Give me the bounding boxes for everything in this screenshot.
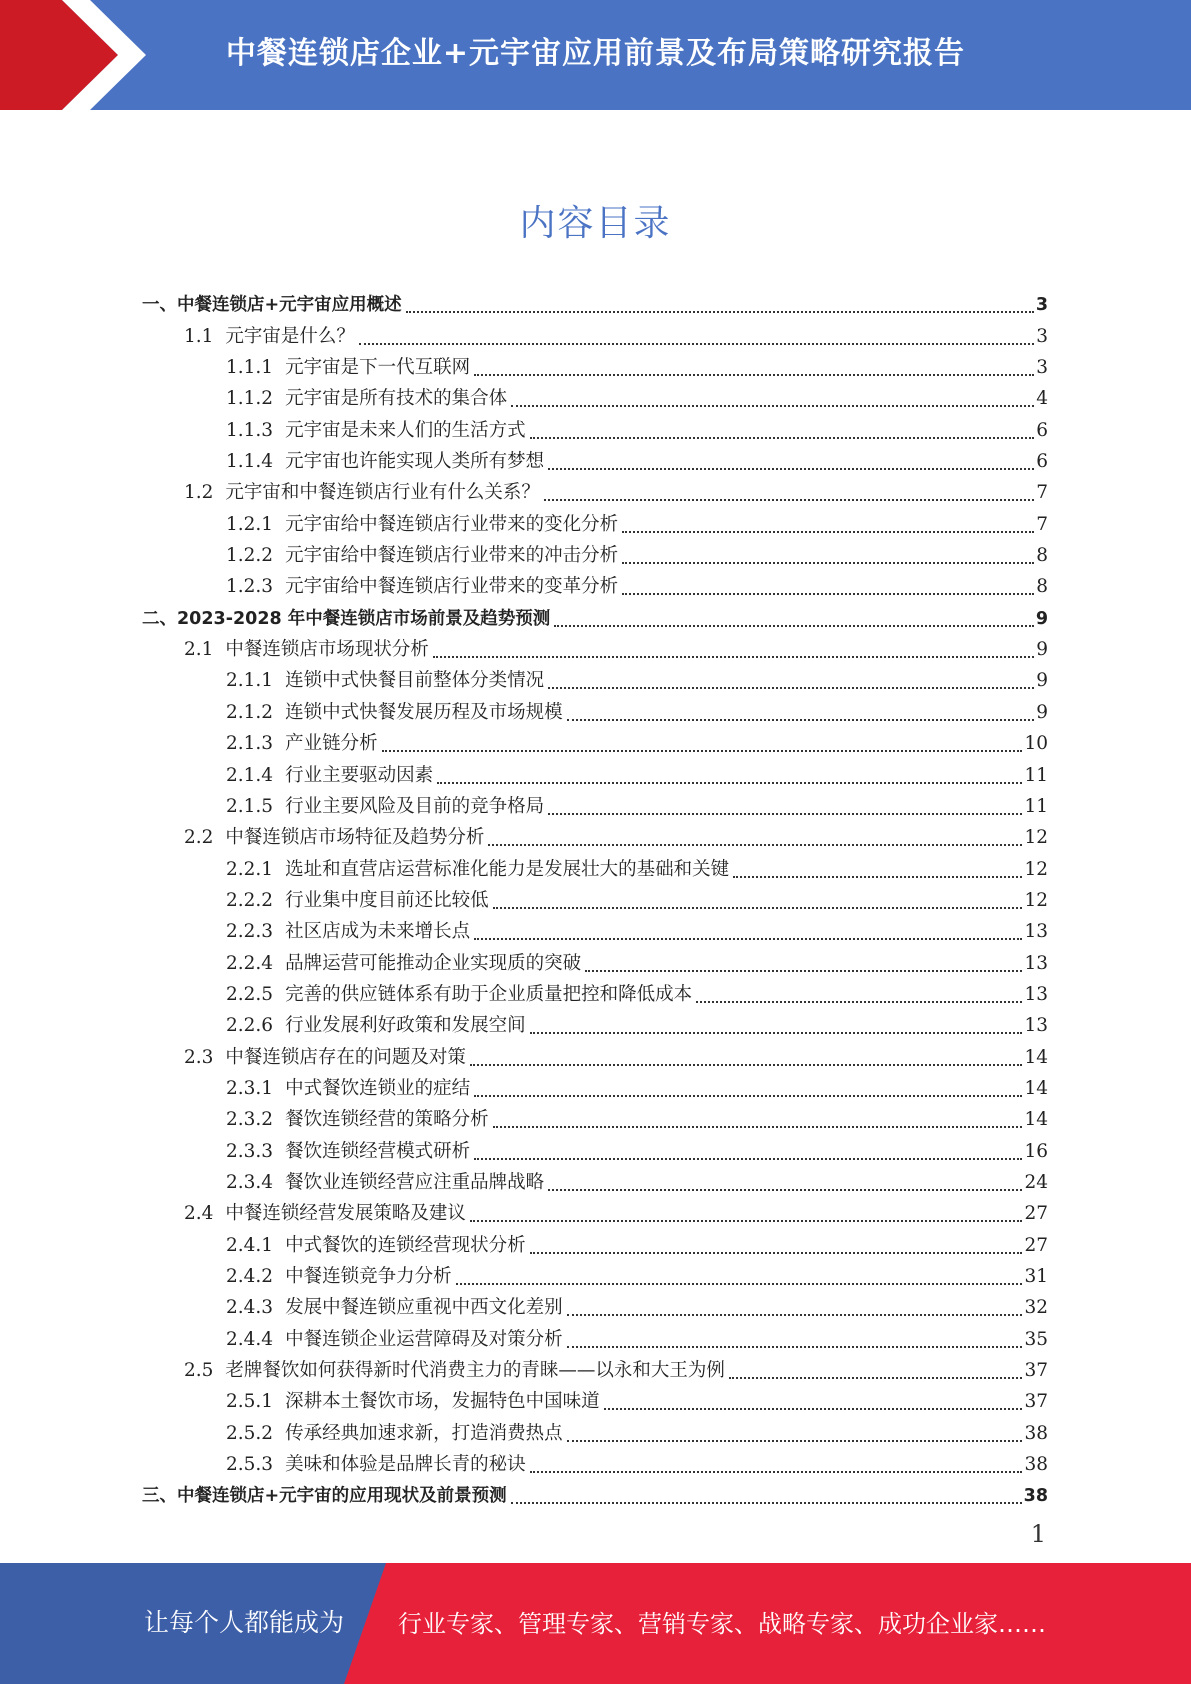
toc-dot-leader bbox=[474, 354, 1034, 376]
toc-dot-leader bbox=[567, 699, 1035, 721]
toc-entry-number: 2.5 bbox=[184, 1360, 214, 1382]
toc-entry-title: 深耕本土餐饮市场，发掘特色中国味道 bbox=[285, 1391, 600, 1413]
toc-dot-leader bbox=[474, 1138, 1022, 1160]
toc-entry-page: 9 bbox=[1036, 701, 1048, 723]
toc-entry-page: 14 bbox=[1024, 1046, 1048, 1068]
toc-entry-title: 元宇宙给中餐连锁店行业带来的冲击分析 bbox=[285, 545, 619, 567]
toc-entry-number: 2.3.2 bbox=[226, 1109, 274, 1131]
toc-entry[interactable] bbox=[142, 568, 1048, 599]
toc-entry-page: 24 bbox=[1024, 1171, 1048, 1193]
toc-entry[interactable] bbox=[142, 1070, 1048, 1101]
toc-entry-number: 1.1.4 bbox=[226, 451, 274, 473]
toc-dot-leader bbox=[382, 730, 1023, 752]
toc-entry-page: 9 bbox=[1036, 670, 1048, 692]
toc-entry[interactable] bbox=[142, 380, 1048, 411]
toc-entry[interactable] bbox=[142, 819, 1048, 850]
toc-entry-title: 中餐连锁经营发展策略及建议 bbox=[225, 1203, 466, 1225]
toc-heading: 内容目录 bbox=[519, 203, 672, 244]
toc-entry[interactable] bbox=[142, 1007, 1048, 1038]
toc-entry-number: 2.1.1 bbox=[226, 670, 274, 692]
toc-entry-number: 2.2.4 bbox=[226, 952, 274, 974]
toc-dot-leader bbox=[511, 1482, 1022, 1504]
toc-entry-title: 连锁中式快餐发展历程及市场规模 bbox=[285, 701, 563, 723]
toc-entry-title: 行业主要驱动因素 bbox=[285, 764, 434, 786]
toc-entry-number: 2.2.3 bbox=[226, 921, 274, 943]
toc-dot-leader bbox=[493, 1106, 1023, 1128]
toc-entry[interactable] bbox=[142, 1352, 1048, 1383]
toc-entry-number: 2.4 bbox=[184, 1203, 214, 1225]
toc-entry-page: 37 bbox=[1024, 1360, 1048, 1382]
toc-entry[interactable] bbox=[142, 1195, 1048, 1226]
toc-dot-leader bbox=[530, 1451, 1023, 1473]
toc-entry-title: 连锁中式快餐目前整体分类情况 bbox=[285, 670, 545, 692]
toc-entry-number: 1.2.1 bbox=[226, 513, 274, 535]
toc-entry-page: 6 bbox=[1036, 451, 1048, 473]
toc-entry-title: 元宇宙是未来人们的生活方式 bbox=[285, 419, 526, 441]
toc-entry-page: 13 bbox=[1024, 921, 1048, 943]
toc-entry-number: 2.3.3 bbox=[226, 1140, 274, 1162]
toc-entry[interactable] bbox=[142, 1132, 1048, 1163]
toc-entry-number: 2.1.2 bbox=[226, 701, 274, 723]
toc-dot-leader bbox=[456, 1263, 1023, 1285]
toc-entry-page: 14 bbox=[1024, 1109, 1048, 1131]
toc-dot-leader bbox=[530, 1012, 1023, 1034]
toc-entry[interactable] bbox=[142, 788, 1048, 819]
toc-dot-leader bbox=[470, 1044, 1023, 1066]
toc-dot-leader bbox=[733, 856, 1022, 878]
toc-entry-title: 行业发展利好政策和发展空间 bbox=[285, 1015, 526, 1037]
toc-entry-title: 传承经典加速求新，打造消费热点 bbox=[285, 1422, 563, 1444]
toc-entry[interactable] bbox=[142, 1038, 1048, 1069]
toc-entry-title: 中餐连锁竞争力分析 bbox=[285, 1266, 452, 1287]
toc-entry[interactable] bbox=[142, 976, 1048, 1007]
toc-entry-title: 社区店成为未来增长点 bbox=[285, 921, 471, 943]
toc-entry-title: 元宇宙是所有技术的集合体 bbox=[285, 388, 508, 410]
toc-entry-number: 1.1.1 bbox=[226, 357, 274, 379]
toc-entry[interactable] bbox=[142, 349, 1048, 380]
toc-entry[interactable] bbox=[142, 1289, 1048, 1320]
toc-entry[interactable] bbox=[142, 317, 1048, 348]
toc-entry[interactable] bbox=[142, 662, 1048, 693]
footer-slogan-right: 行业专家、管理专家、营销专家、战略专家、成功企业家…… bbox=[398, 1610, 1046, 1638]
toc-entry-number: 2.5.3 bbox=[226, 1454, 274, 1476]
toc-dot-leader bbox=[548, 448, 1034, 470]
toc-entry[interactable] bbox=[142, 1101, 1048, 1132]
toc-entry[interactable] bbox=[142, 693, 1048, 724]
toc-dot-leader bbox=[406, 291, 1034, 313]
toc-entry[interactable] bbox=[142, 411, 1048, 442]
toc-entry[interactable] bbox=[142, 443, 1048, 474]
toc-entry-number: 2.2.1 bbox=[226, 858, 274, 880]
toc-entry-page: 3 bbox=[1036, 357, 1048, 379]
toc-dot-leader bbox=[488, 824, 1022, 846]
toc-entry-number: 1.1 bbox=[184, 325, 214, 347]
toc-entry-title: 中餐连锁店存在的问题及对策 bbox=[225, 1046, 466, 1068]
toc-entry-page: 35 bbox=[1024, 1328, 1048, 1350]
toc-entry[interactable] bbox=[142, 756, 1048, 787]
toc-dot-leader bbox=[493, 887, 1023, 909]
toc-entry-title: 三、中餐连锁店+元宇宙的应用现状及前景预测 bbox=[142, 1486, 507, 1507]
toc-entry-number: 2.2.6 bbox=[226, 1015, 274, 1037]
toc-entry[interactable] bbox=[142, 1414, 1048, 1445]
toc-dot-leader bbox=[548, 667, 1034, 689]
report-title: 中餐连锁店企业+元宇宙应用前景及布局策略研究报告 bbox=[225, 36, 966, 71]
toc-entry-title: 产业链分析 bbox=[285, 733, 378, 755]
toc-entry-page: 8 bbox=[1036, 576, 1048, 598]
toc-entry-page: 13 bbox=[1024, 952, 1048, 974]
footer-slogan-left: 让每个人都能成为 bbox=[144, 1608, 345, 1637]
toc-entry-number: 1.2.2 bbox=[226, 545, 274, 567]
toc-entry-page: 11 bbox=[1024, 764, 1048, 786]
toc-entry[interactable] bbox=[142, 631, 1048, 662]
toc-entry-title: 中餐连锁店市场特征及趋势分析 bbox=[225, 827, 485, 849]
toc-dot-leader bbox=[585, 950, 1022, 972]
toc-entry[interactable] bbox=[142, 599, 1048, 630]
toc-entry[interactable] bbox=[142, 505, 1048, 536]
toc-dot-leader bbox=[548, 1169, 1022, 1191]
toc-entry-title: 二、2023-2028 年中餐连锁店市场前景及趋势预测 bbox=[142, 608, 551, 629]
toc-entry-title: 一、中餐连锁店+元宇宙应用概述 bbox=[142, 295, 402, 316]
toc-dot-leader bbox=[622, 573, 1034, 595]
toc-entry[interactable] bbox=[142, 537, 1048, 568]
toc-dot-leader bbox=[554, 605, 1034, 627]
toc-entry-number: 1.1.2 bbox=[226, 388, 274, 410]
toc-entry-page: 27 bbox=[1024, 1234, 1048, 1256]
toc-dot-leader bbox=[359, 323, 1034, 345]
toc-entry-number: 2.1.4 bbox=[226, 764, 274, 786]
toc-entry-page: 13 bbox=[1024, 983, 1048, 1005]
toc-entry[interactable] bbox=[142, 850, 1048, 881]
toc-entry-title: 中式餐饮的连锁经营现状分析 bbox=[285, 1234, 526, 1256]
toc-entry-title: 元宇宙和中餐连锁店行业有什么关系？ bbox=[225, 482, 540, 504]
toc-entry-number: 2.1.5 bbox=[226, 795, 274, 817]
toc-entry-page: 10 bbox=[1024, 733, 1048, 755]
toc-dot-leader bbox=[567, 1326, 1023, 1348]
toc-entry-page: 7 bbox=[1036, 513, 1048, 535]
toc-dot-leader bbox=[530, 1232, 1023, 1254]
toc-dot-leader bbox=[729, 1357, 1023, 1379]
toc-entry-title: 餐饮业连锁经营应注重品牌战略 bbox=[285, 1171, 545, 1193]
toc-entry-page: 14 bbox=[1024, 1077, 1048, 1099]
toc-entry-title: 发展中餐连锁应重视中西文化差别 bbox=[285, 1297, 563, 1319]
toc-dot-leader bbox=[622, 511, 1034, 533]
toc-entry-page: 8 bbox=[1036, 545, 1048, 567]
toc-entry[interactable] bbox=[142, 1446, 1048, 1477]
toc-entry-title: 中式餐饮连锁业的症结 bbox=[285, 1077, 471, 1099]
toc-entry-title: 行业集中度目前还比较低 bbox=[285, 889, 489, 911]
footer-banner bbox=[0, 1563, 1191, 1684]
toc-dot-leader bbox=[548, 793, 1022, 815]
toc-entry-page: 12 bbox=[1024, 827, 1048, 849]
toc-dot-leader bbox=[567, 1420, 1023, 1442]
toc-entry[interactable] bbox=[142, 725, 1048, 756]
toc-entry-number: 1.1.3 bbox=[226, 419, 274, 441]
toc-entry-number: 2.4.4 bbox=[226, 1328, 274, 1350]
toc-entry-number: 2.2.5 bbox=[226, 983, 274, 1005]
toc-entry-title: 美味和体验是品牌长青的秘诀 bbox=[285, 1454, 526, 1476]
toc-entry-number: 1.2 bbox=[184, 482, 214, 504]
toc-entry-page: 38 bbox=[1024, 1422, 1048, 1444]
toc-entry[interactable] bbox=[142, 913, 1048, 944]
toc-entry-page: 12 bbox=[1024, 858, 1048, 880]
toc-entry-number: 2.2 bbox=[184, 827, 214, 849]
toc-dot-leader bbox=[470, 1200, 1023, 1222]
toc-entry-title: 元宇宙是下一代互联网 bbox=[285, 357, 471, 379]
toc-entry-number: 2.4.3 bbox=[226, 1297, 274, 1319]
toc-entry[interactable] bbox=[142, 286, 1048, 317]
toc-dot-leader bbox=[567, 1294, 1023, 1316]
toc-entry-page: 12 bbox=[1024, 889, 1048, 911]
toc-entry-page: 6 bbox=[1036, 419, 1048, 441]
toc-entry-title: 餐饮连锁经营模式研析 bbox=[285, 1140, 471, 1162]
toc-entry-number: 2.4.2 bbox=[226, 1266, 274, 1287]
toc-dot-leader bbox=[433, 636, 1034, 658]
toc-dot-leader bbox=[604, 1388, 1023, 1410]
header-banner bbox=[0, 0, 1191, 110]
toc-entry-title: 元宇宙是什么？ bbox=[225, 325, 355, 347]
toc-entry-page: 16 bbox=[1024, 1140, 1048, 1162]
toc-dot-leader bbox=[474, 1075, 1022, 1097]
toc-dot-leader bbox=[696, 981, 1022, 1003]
toc-entry-title: 元宇宙也许能实现人类所有梦想 bbox=[285, 451, 545, 473]
toc-entry[interactable] bbox=[142, 1226, 1048, 1257]
toc-entry-page: 38 bbox=[1024, 1454, 1048, 1476]
toc-entry-title: 品牌运营可能推动企业实现质的突破 bbox=[285, 952, 582, 974]
toc-entry[interactable] bbox=[142, 882, 1048, 913]
toc-dot-leader bbox=[544, 479, 1034, 501]
toc-entry-page: 13 bbox=[1024, 1015, 1048, 1037]
toc-entry-page: 37 bbox=[1024, 1391, 1048, 1413]
toc-entry-page: 9 bbox=[1035, 608, 1048, 629]
toc-entry-number: 2.5.2 bbox=[226, 1422, 274, 1444]
toc-entry-page: 7 bbox=[1036, 482, 1048, 504]
toc-entry[interactable] bbox=[142, 474, 1048, 505]
toc-entry-page: 3 bbox=[1036, 325, 1048, 347]
toc-entry-page: 4 bbox=[1036, 388, 1048, 410]
table-of-contents bbox=[142, 286, 1048, 1508]
toc-entry[interactable] bbox=[142, 944, 1048, 975]
toc-entry-page: 3 bbox=[1035, 295, 1048, 316]
toc-entry-number: 1.2.3 bbox=[226, 576, 274, 598]
toc-dot-leader bbox=[437, 762, 1022, 784]
toc-dot-leader bbox=[511, 385, 1034, 407]
toc-entry-title: 餐饮连锁经营的策略分析 bbox=[285, 1109, 489, 1131]
toc-entry-number: 2.4.1 bbox=[226, 1234, 274, 1256]
toc-entry-title: 老牌餐饮如何获得新时代消费主力的青睐——以永和大王为例 bbox=[225, 1360, 725, 1382]
toc-entry-title: 中餐连锁企业运营障碍及对策分析 bbox=[285, 1328, 563, 1350]
toc-entry[interactable] bbox=[142, 1320, 1048, 1351]
toc-entry-page: 38 bbox=[1023, 1486, 1048, 1507]
toc-entry-title: 元宇宙给中餐连锁店行业带来的变革分析 bbox=[285, 576, 619, 598]
toc-entry[interactable] bbox=[142, 1164, 1048, 1195]
toc-entry-number: 2.1 bbox=[184, 639, 214, 661]
toc-entry-page: 9 bbox=[1036, 639, 1048, 661]
toc-entry[interactable] bbox=[142, 1383, 1048, 1414]
toc-entry-number: 2.5.1 bbox=[226, 1391, 274, 1413]
toc-entry-title: 完善的供应链体系有助于企业质量把控和降低成本 bbox=[285, 983, 693, 1005]
toc-entry-title: 元宇宙给中餐连锁店行业带来的变化分析 bbox=[285, 513, 619, 535]
page-number: 1 bbox=[1030, 1520, 1046, 1548]
toc-entry-title: 行业主要风险及目前的竞争格局 bbox=[285, 795, 545, 817]
toc-entry-number: 2.3.1 bbox=[226, 1077, 274, 1099]
toc-entry-page: 31 bbox=[1024, 1266, 1048, 1287]
toc-entry-page: 27 bbox=[1024, 1203, 1048, 1225]
toc-entry-number: 2.2.2 bbox=[226, 889, 274, 911]
toc-entry[interactable] bbox=[142, 1258, 1048, 1289]
toc-dot-leader bbox=[622, 542, 1034, 564]
toc-entry-number: 2.1.3 bbox=[226, 733, 274, 755]
toc-entry-number: 2.3 bbox=[184, 1046, 214, 1068]
toc-entry-number: 2.3.4 bbox=[226, 1171, 274, 1193]
toc-dot-leader bbox=[474, 918, 1022, 940]
toc-dot-leader bbox=[530, 417, 1035, 439]
toc-entry-title: 选址和直营店运营标准化能力是发展壮大的基础和关键 bbox=[285, 858, 730, 880]
toc-entry-page: 11 bbox=[1024, 795, 1048, 817]
toc-entry[interactable] bbox=[142, 1477, 1048, 1508]
toc-entry-page: 32 bbox=[1024, 1297, 1048, 1319]
toc-entry-title: 中餐连锁店市场现状分析 bbox=[225, 639, 429, 661]
